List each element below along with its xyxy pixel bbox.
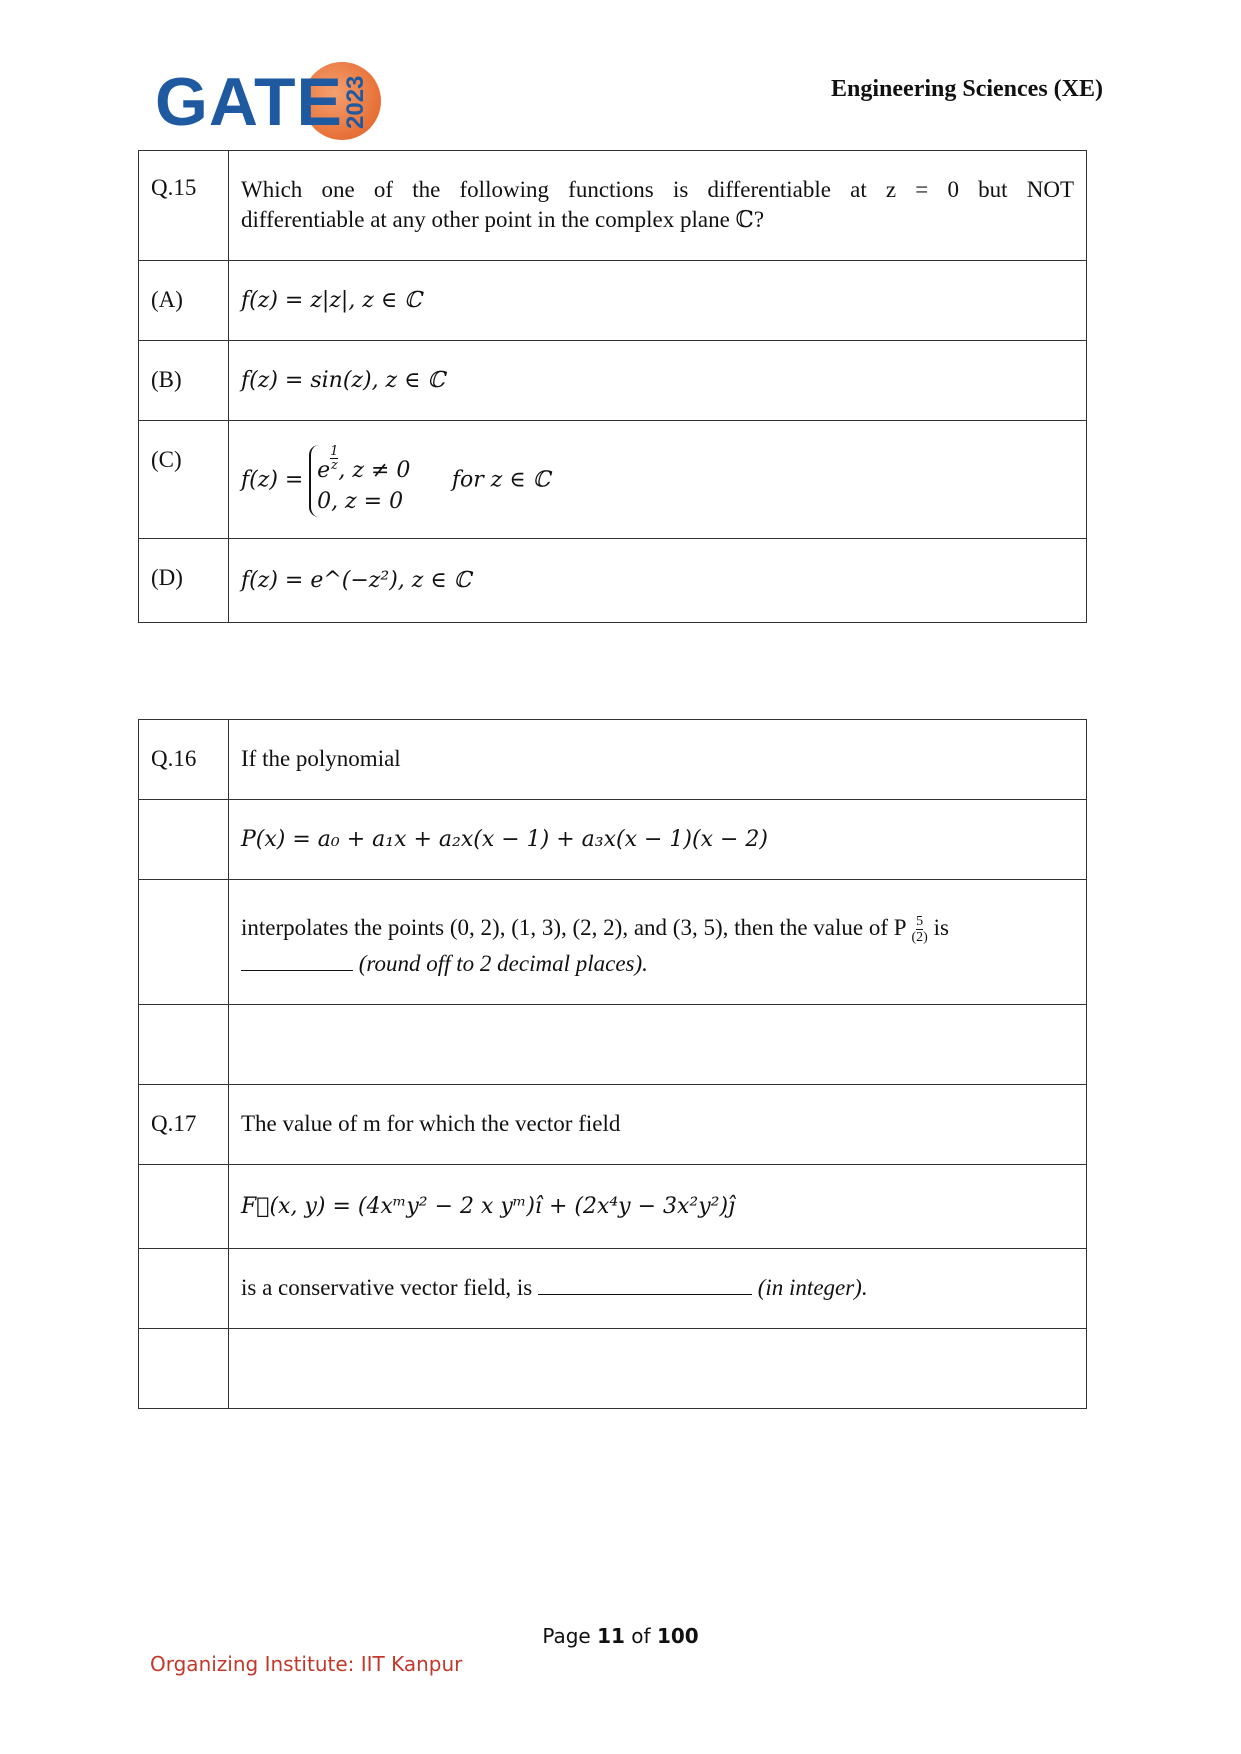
option-formula: f(z) = sin(z), z ∈ ℂ [241, 368, 445, 393]
empty-cell [139, 1165, 229, 1249]
logo-text: GATE [155, 64, 343, 140]
option-c-tail: for z ∈ ℂ [451, 467, 551, 493]
piece-case1: e $^{\frac{1}{z}}$ , z ≠ 0 [317, 444, 411, 484]
empty-cell [139, 800, 229, 880]
page-of: of [624, 1624, 657, 1648]
page-prefix: Page [542, 1624, 598, 1648]
piecewise-brace [309, 445, 410, 517]
question-16-17-table [138, 719, 1087, 1409]
question-text-line1: Which one of the following functions is differentiable at z = 0 but NOT [241, 177, 1074, 202]
question-intro: If the polynomial [229, 720, 1087, 800]
page-number [0, 1624, 1241, 1648]
conservative-text [229, 1249, 1087, 1329]
question-intro: The value of m for which the vector field [229, 1085, 1087, 1165]
frac-num: 5 [916, 914, 924, 930]
case1-text: , z ≠ 0 [338, 458, 411, 484]
option-d [229, 539, 1087, 623]
polynomial-row [229, 800, 1087, 880]
piece-case2: 0, z = 0 [317, 489, 404, 515]
option-b [229, 341, 1087, 421]
body-text: interpolates the points (0, 2), (1, 3), (2, 2), and (3, 5), then the value of P [241, 915, 906, 940]
body-text: is a conservative vector field, is [241, 1275, 533, 1300]
frac-den: 2 [916, 930, 924, 946]
option-label: (D) [139, 539, 229, 623]
fraction-5-2: ( $\frac{5}{2}$ ) [911, 914, 928, 946]
empty-cell [139, 1249, 229, 1329]
question-number: Q.16 [139, 720, 229, 800]
interpolation-text [229, 880, 1087, 1005]
question-text [229, 151, 1087, 261]
option-c [229, 421, 1087, 539]
option-formula: f(z) = z|z|, z ∈ ℂ [241, 288, 422, 313]
question-text-line2: differentiable at any other point in the complex plane ℂ? [241, 207, 765, 232]
polynomial-formula: P(x) = a₀ + a₁x + a₂x(x − 1) + a₃x(x − 1)(x − 2) [241, 827, 768, 852]
option-label: (C) [139, 421, 229, 539]
empty-cell [229, 1005, 1087, 1085]
page-total: 100 [656, 1624, 699, 1648]
question-number: Q.15 [139, 151, 229, 261]
page-current: 11 [597, 1624, 625, 1648]
gate-logo [155, 62, 385, 142]
organizing-institute: Organizing Institute: IIT Kanpur [150, 1652, 463, 1676]
empty-cell [139, 880, 229, 1005]
logo-year: 2023 [342, 75, 369, 129]
subject-title: Engineering Sciences (XE) [831, 76, 1103, 102]
integer-note: (in integer). [757, 1275, 868, 1300]
body-text-is: is [933, 915, 949, 940]
exp-den: z [330, 458, 338, 473]
answer-blank [241, 952, 353, 971]
empty-cell [139, 1329, 229, 1409]
question-number: Q.17 [139, 1085, 229, 1165]
vector-field-row [229, 1165, 1087, 1249]
option-label: (A) [139, 261, 229, 341]
option-formula: f(z) = [241, 467, 304, 493]
question-15-table [138, 150, 1087, 623]
round-note: (round off to 2 decimal places). [358, 951, 648, 976]
answer-blank [538, 1276, 752, 1295]
empty-cell [139, 1005, 229, 1085]
vector-field-formula: F⃗(x, y) = (4xᵐy² − 2 x yᵐ)î + (2x⁴y − 3x²y²)ĵ [241, 1194, 735, 1219]
option-formula: f(z) = e^(−z²), z ∈ ℂ [241, 568, 472, 593]
exp-num: 1 [330, 444, 339, 459]
empty-cell [229, 1329, 1087, 1409]
option-label: (B) [139, 341, 229, 421]
option-a [229, 261, 1087, 341]
